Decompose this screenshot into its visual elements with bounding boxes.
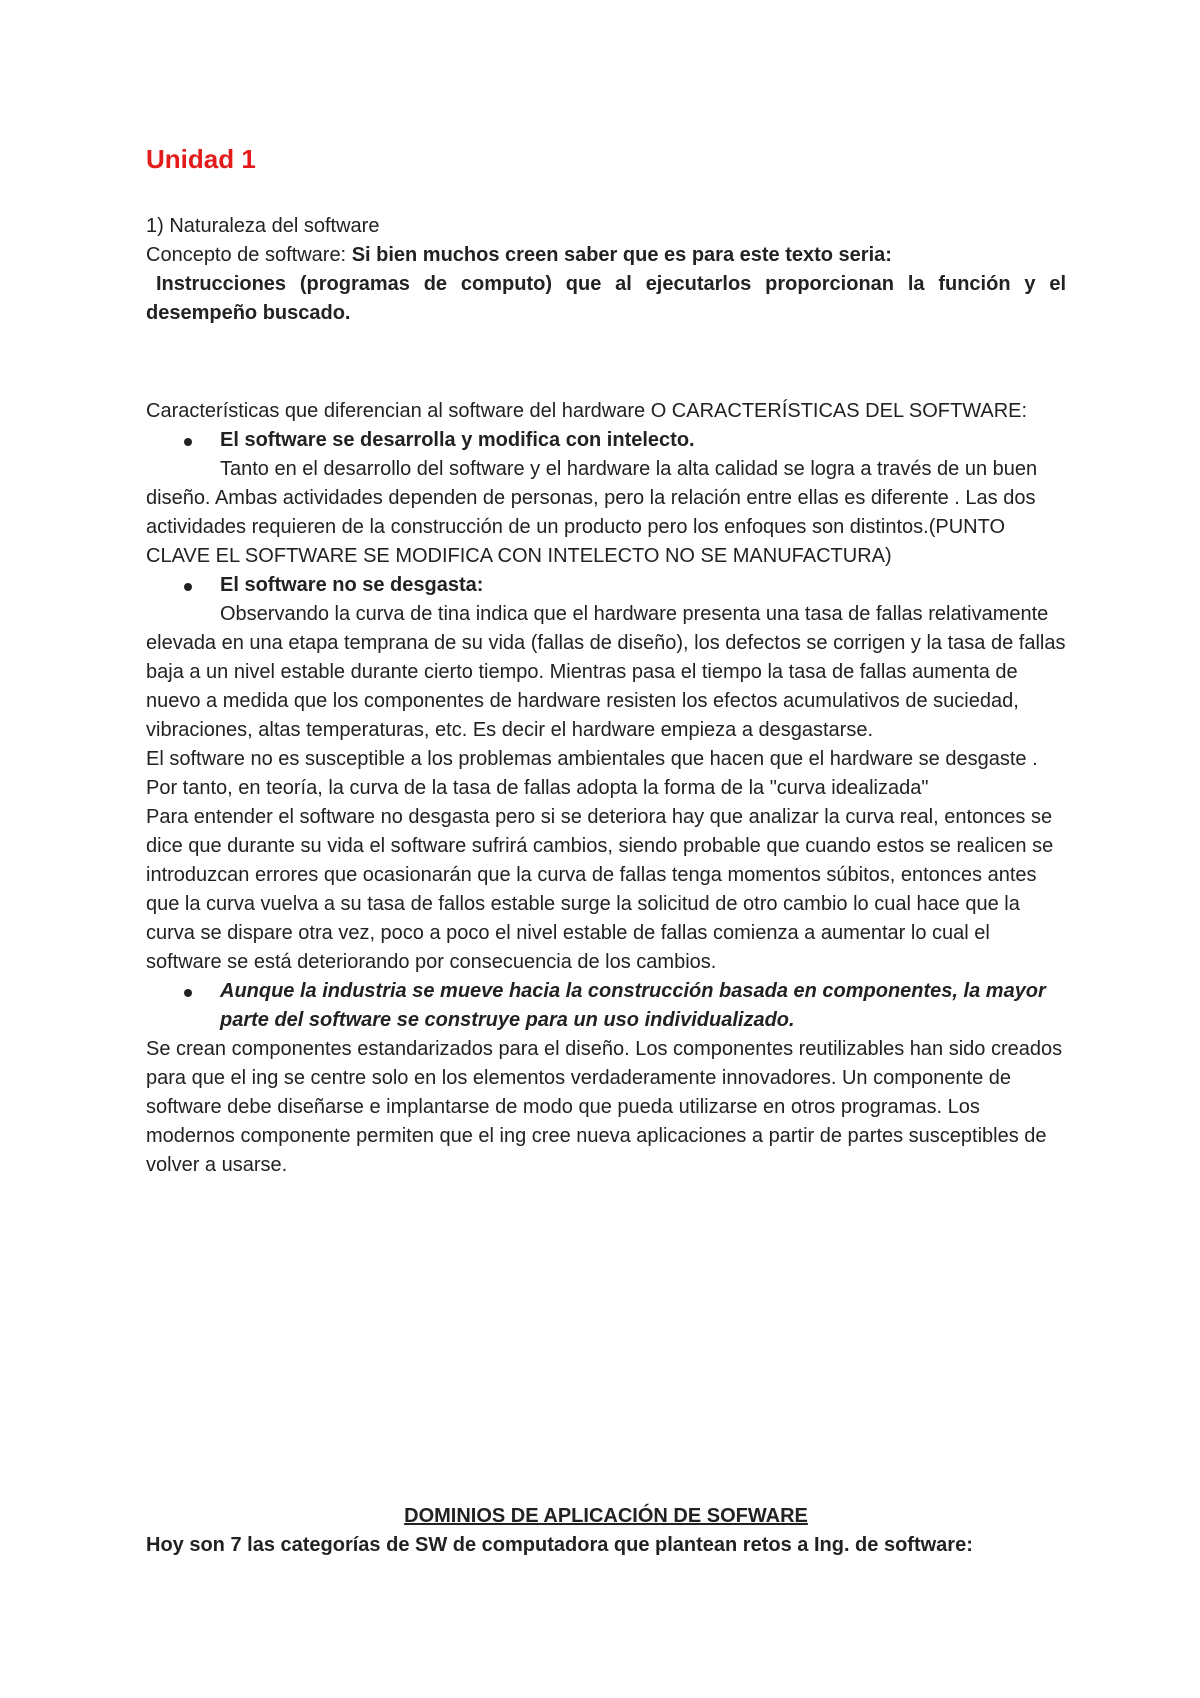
dominios-subheading: Hoy son 7 las categorías de SW de computadora que plantean retos a Ing. de software: xyxy=(146,1534,973,1556)
concept-line xyxy=(146,241,1066,270)
characteristic-item xyxy=(146,977,1066,1035)
concept-label: Concepto de software: xyxy=(146,244,352,266)
characteristics-intro: Características que diferencian al software del hardware O CARACTERÍSTICAS DEL SOFTWARE: xyxy=(146,400,1028,422)
characteristic-paragraph: Para entender el software no desgasta pero si se deteriora hay que analizar la curva real, entonces se dice que durante su vida el software sufrirá cambios, siendo probable que cuando estos se realicen se introduzcan errores que ocasionarán que la curva de fallas tenga momentos súbitos, entonces antes que la curva vuelva a su tasa de fallos estable surge la solicitud de otro cambio lo cual hace que la curva se dispare otra vez, poco a poco el nivel estable de fallas comienza a aumentar lo cual el software se está deteriorando por consecuencia de los cambios. xyxy=(146,806,1054,973)
characteristic-item xyxy=(146,571,1066,600)
characteristic-title: El software se desarrolla y modifica con intelecto. xyxy=(220,429,695,451)
section-dominios xyxy=(146,1502,1066,1560)
dominios-heading: DOMINIOS DE APLICACIÓN DE SOFWARE xyxy=(404,1505,808,1527)
bullet-icon xyxy=(184,989,192,997)
characteristic-item xyxy=(146,426,1066,455)
characteristic-title: El software no se desgasta: xyxy=(220,574,484,596)
characteristic-paragraph: El software no es susceptible a los problemas ambientales que hacen que el hardware se desgaste . Por tanto, en teoría, la curva de la tasa de fallas adopta la forma de la "curva idealizada" xyxy=(146,748,1038,799)
characteristic-body: Observando la curva de tina indica que el hardware presenta una tasa de fallas relativamente elevada en una etapa temprana de su vida (fallas de diseño), los defectos se corrigen y la tasa de fallas baja a un nivel estable durante cierto tiempo. Mientras pasa el tiempo la tasa de fallas aumenta de nuevo a medida que los componentes de hardware resisten los efectos acumulativos de suciedad, vibraciones, altas temperaturas, etc. Es decir el hardware empieza a desgastarse. xyxy=(146,603,1066,741)
section-caracteristicas xyxy=(146,397,1066,1180)
bullet-icon xyxy=(184,583,192,591)
bullet-icon xyxy=(184,438,192,446)
document-title: Unidad 1 xyxy=(146,144,256,174)
section-naturaleza xyxy=(146,212,1066,328)
section-heading: 1) Naturaleza del software xyxy=(146,215,380,237)
characteristic-title: Aunque la industria se mueve hacia la construcción basada en componentes, la mayor parte del software se construye para un uso individualizado. xyxy=(220,980,1046,1031)
software-definition: Instrucciones (programas de computo) que al ejecutarlos proporcionan la función y el desempeño buscado. xyxy=(146,273,1066,324)
characteristic-body: Se crean componentes estandarizados para el diseño. Los componentes reutilizables han sido creados para que el ing se centre solo en los elementos verdaderamente innovadores. Un componente de software debe diseñarse e implantarse de modo que pueda utilizarse en otros programas. Los modernos componente permiten que el ing cree nueva aplicaciones a partir de partes susceptibles de volver a usarse. xyxy=(146,1038,1063,1176)
characteristic-body: Tanto en el desarrollo del software y el hardware la alta calidad se logra a través de un buen diseño. Ambas actividades dependen de personas, pero la relación entre ellas es diferente . Las dos actividades requieren de la construcción de un producto pero los enfoques son distintos.(PUNTO CLAVE EL SOFTWARE SE MODIFICA CON INTELECTO NO SE MANUFACTURA) xyxy=(146,458,1038,567)
concept-bold-text: Si bien muchos creen saber que es para este texto seria: xyxy=(351,244,892,266)
